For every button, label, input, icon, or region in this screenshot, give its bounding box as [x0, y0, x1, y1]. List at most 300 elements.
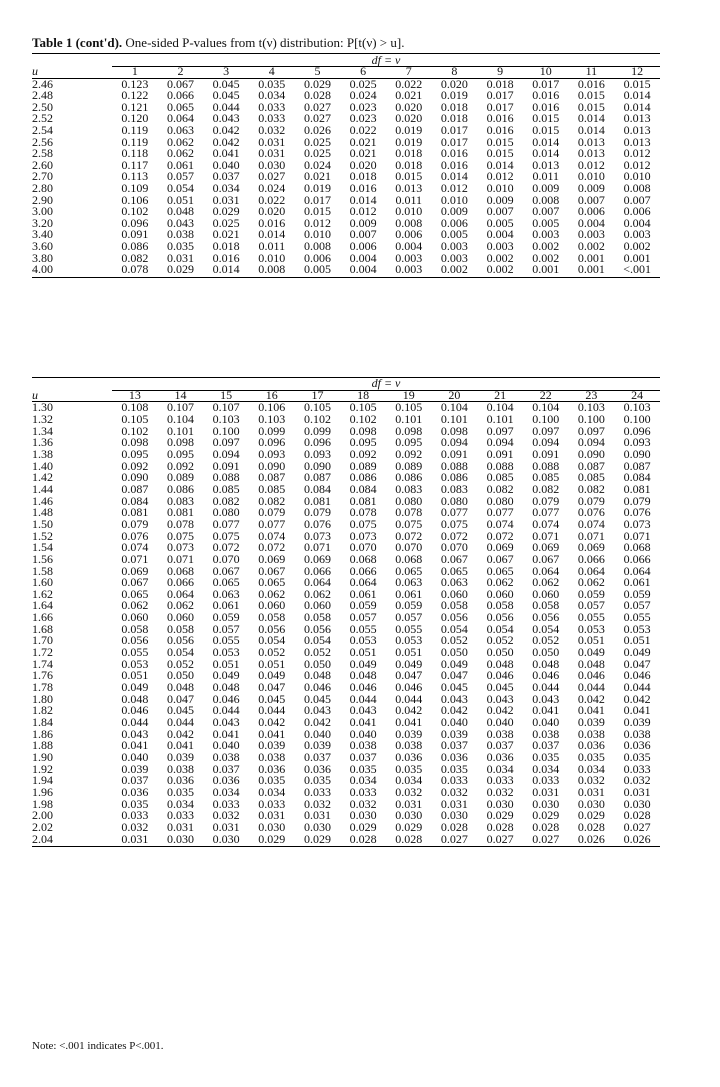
p-value-cell: 0.055 — [577, 610, 605, 625]
p-value-cell: 0.026 — [303, 122, 331, 137]
p-value-cell: 0.096 — [303, 435, 331, 450]
p-value-cell: 0.032 — [349, 796, 377, 811]
p-value-cell: 0.039 — [623, 715, 651, 730]
p-value-cell: 0.030 — [166, 831, 194, 846]
p-value-cell: 0.060 — [440, 586, 468, 601]
u-value: 1.62 — [32, 586, 53, 601]
p-value-cell: 0.118 — [121, 146, 149, 161]
caption-label: Table 1 (cont'd). — [32, 35, 123, 50]
p-value-cell: 0.081 — [303, 493, 331, 508]
p-value-cell: 0.032 — [121, 819, 149, 834]
p-value-cell: 0.104 — [532, 400, 560, 415]
p-value-cell: 0.057 — [349, 610, 377, 625]
p-value-cell: 0.058 — [440, 598, 468, 613]
column-header: 6 — [340, 66, 386, 78]
p-value-cell: 0.027 — [303, 111, 331, 126]
p-value-cell: 0.018 — [212, 238, 240, 253]
p-value-cell: 0.056 — [166, 633, 194, 648]
p-value-cell: 0.004 — [577, 215, 605, 230]
p-value-cell: 0.048 — [212, 680, 240, 695]
p-value-cell: 0.043 — [166, 215, 194, 230]
p-value-cell: 0.058 — [532, 598, 560, 613]
p-value-cell: 0.086 — [166, 481, 194, 496]
p-value-cell: 0.078 — [349, 505, 377, 520]
p-value-cell: 0.043 — [212, 111, 240, 126]
p-value-cell: 0.107 — [166, 400, 194, 415]
p-value-cell: 0.045 — [212, 88, 240, 103]
u-value: 1.90 — [32, 750, 53, 764]
p-value-cell: 0.030 — [440, 808, 468, 823]
u-value: 1.92 — [32, 761, 53, 776]
p-value-cell: 0.090 — [577, 446, 605, 461]
u-value: 4.00 — [32, 262, 53, 277]
p-value-cell: 0.019 — [440, 88, 468, 103]
p-value-cell: 0.008 — [395, 215, 423, 230]
u-value: 1.72 — [32, 645, 53, 660]
p-value-cell: 0.053 — [395, 633, 423, 648]
p-value-cell: 0.094 — [577, 435, 605, 450]
u-value: 1.44 — [32, 481, 53, 496]
p-value-cell: 0.003 — [577, 227, 605, 242]
p-value-cell: 0.058 — [303, 610, 331, 625]
p-value-cell: 0.070 — [395, 540, 423, 555]
p-value-cell: 0.060 — [121, 610, 149, 625]
p-value-cell: 0.054 — [166, 645, 194, 660]
p-value-cell: 0.059 — [349, 598, 377, 613]
p-value-cell: 0.064 — [532, 563, 560, 578]
u-value: 2.46 — [32, 76, 53, 91]
p-value-cell: 0.028 — [532, 819, 560, 834]
p-value-cell: 0.010 — [486, 180, 514, 195]
u-value: 1.56 — [32, 551, 53, 566]
p-value-cell: 0.086 — [440, 470, 468, 485]
p-value-cell: 0.087 — [303, 470, 331, 485]
p-value-cell: 0.018 — [486, 76, 514, 91]
pvalue-table-2 — [32, 378, 660, 845]
p-value-cell: 0.060 — [303, 598, 331, 613]
p-value-cell: 0.019 — [395, 122, 423, 137]
p-value-cell: 0.031 — [395, 796, 423, 811]
p-value-cell: 0.057 — [623, 598, 651, 613]
u-value: 1.98 — [32, 796, 53, 811]
u-value: 3.00 — [32, 204, 53, 219]
p-value-cell: 0.107 — [212, 400, 240, 415]
p-value-cell: 0.030 — [395, 808, 423, 823]
p-value-cell: 0.072 — [440, 528, 468, 543]
p-value-cell: 0.079 — [258, 505, 286, 520]
p-value-cell: 0.059 — [212, 610, 240, 625]
p-value-cell: 0.042 — [440, 703, 468, 718]
p-value-cell: 0.050 — [532, 645, 560, 660]
p-value-cell: 0.016 — [258, 215, 286, 230]
p-value-cell: 0.104 — [486, 400, 514, 415]
u-value: 2.00 — [32, 808, 53, 823]
p-value-cell: 0.095 — [166, 446, 194, 461]
p-value-cell: 0.041 — [532, 703, 560, 718]
p-value-cell: 0.009 — [486, 192, 514, 207]
p-value-cell: 0.091 — [532, 446, 560, 461]
p-value-cell: 0.074 — [532, 516, 560, 531]
p-value-cell: 0.003 — [440, 250, 468, 265]
p-value-cell: 0.103 — [623, 400, 651, 415]
p-value-cell: 0.047 — [623, 656, 651, 671]
p-value-cell: 0.045 — [303, 691, 331, 706]
p-value-cell: 0.002 — [486, 250, 514, 265]
p-value-cell: 0.055 — [212, 633, 240, 648]
p-value-cell: 0.017 — [486, 88, 514, 103]
p-value-cell: 0.048 — [121, 691, 149, 706]
p-value-cell: 0.097 — [532, 423, 560, 438]
p-value-cell: 0.065 — [166, 99, 194, 114]
u-value: 1.58 — [32, 563, 53, 578]
p-value-cell: 0.045 — [486, 680, 514, 695]
p-value-cell: 0.040 — [532, 715, 560, 730]
p-value-cell: 0.003 — [623, 227, 651, 242]
p-value-cell: 0.032 — [623, 773, 651, 788]
p-value-cell: 0.106 — [121, 192, 149, 207]
p-value-cell: 0.087 — [623, 458, 651, 473]
p-value-cell: 0.034 — [166, 796, 194, 811]
p-value-cell: 0.033 — [258, 99, 286, 114]
p-value-cell: 0.018 — [395, 146, 423, 161]
p-value-cell: 0.039 — [303, 738, 331, 753]
p-value-cell: 0.036 — [577, 738, 605, 753]
p-value-cell: 0.013 — [577, 146, 605, 161]
p-value-cell: 0.085 — [258, 481, 286, 496]
column-header: 10 — [523, 66, 569, 78]
p-value-cell: 0.083 — [395, 481, 423, 496]
p-value-cell: 0.028 — [623, 808, 651, 823]
p-value-cell: 0.056 — [258, 621, 286, 636]
p-value-cell: 0.044 — [532, 680, 560, 695]
p-value-cell: 0.025 — [349, 76, 377, 91]
p-value-cell: 0.012 — [303, 215, 331, 230]
p-value-cell: 0.086 — [349, 470, 377, 485]
p-value-cell: 0.031 — [577, 784, 605, 799]
p-value-cell: 0.085 — [486, 470, 514, 485]
p-value-cell: 0.010 — [440, 192, 468, 207]
p-value-cell: 0.051 — [212, 656, 240, 671]
p-value-cell: 0.001 — [577, 250, 605, 265]
p-value-cell: 0.051 — [166, 192, 194, 207]
p-value-cell: 0.092 — [349, 446, 377, 461]
p-value-cell: 0.045 — [258, 691, 286, 706]
p-value-cell: 0.089 — [349, 458, 377, 473]
p-value-cell: 0.091 — [212, 458, 240, 473]
p-value-cell: 0.064 — [349, 575, 377, 590]
p-value-cell: 0.088 — [532, 458, 560, 473]
p-value-cell: 0.059 — [395, 598, 423, 613]
u-value: 2.80 — [32, 180, 53, 195]
p-value-cell: 0.064 — [166, 586, 194, 601]
p-value-cell: 0.121 — [121, 99, 149, 114]
p-value-cell: 0.071 — [166, 551, 194, 566]
u-value: 1.82 — [32, 703, 53, 718]
p-value-cell: 0.100 — [212, 423, 240, 438]
p-value-cell: 0.053 — [349, 633, 377, 648]
p-value-cell: 0.018 — [440, 99, 468, 114]
p-value-cell: 0.031 — [623, 784, 651, 799]
p-value-cell: 0.096 — [121, 215, 149, 230]
p-value-cell: 0.051 — [349, 645, 377, 660]
p-value-cell: 0.074 — [577, 516, 605, 531]
p-value-cell: 0.013 — [577, 134, 605, 149]
p-value-cell: 0.012 — [349, 204, 377, 219]
p-value-cell: 0.102 — [349, 411, 377, 426]
p-value-cell: 0.002 — [623, 238, 651, 253]
p-value-cell: 0.046 — [395, 680, 423, 695]
p-value-cell: 0.057 — [212, 621, 240, 636]
p-value-cell: 0.071 — [303, 540, 331, 555]
p-value-cell: 0.034 — [212, 784, 240, 799]
p-value-cell: 0.061 — [395, 586, 423, 601]
p-value-cell: 0.031 — [258, 808, 286, 823]
p-value-cell: 0.063 — [212, 586, 240, 601]
p-value-cell: <.001 — [623, 262, 651, 277]
p-value-cell: 0.062 — [577, 575, 605, 590]
p-value-cell: 0.061 — [212, 598, 240, 613]
p-value-cell: 0.081 — [121, 505, 149, 520]
p-value-cell: 0.024 — [303, 157, 331, 172]
p-value-cell: 0.039 — [121, 761, 149, 776]
p-value-cell: 0.054 — [258, 633, 286, 648]
p-value-cell: 0.078 — [395, 505, 423, 520]
p-value-cell: 0.079 — [121, 516, 149, 531]
p-value-cell: 0.100 — [532, 411, 560, 426]
p-value-cell: 0.090 — [623, 446, 651, 461]
p-value-cell: 0.099 — [303, 423, 331, 438]
p-value-cell: 0.048 — [532, 656, 560, 671]
p-value-cell: 0.084 — [303, 481, 331, 496]
p-value-cell: 0.101 — [395, 411, 423, 426]
p-value-cell: 0.016 — [212, 250, 240, 265]
p-value-cell: 0.067 — [258, 563, 286, 578]
p-value-cell: 0.007 — [349, 227, 377, 242]
p-value-cell: 0.016 — [440, 157, 468, 172]
p-value-cell: 0.032 — [577, 773, 605, 788]
p-value-cell: 0.081 — [166, 505, 194, 520]
u-value: 1.54 — [32, 540, 53, 555]
p-value-cell: 0.073 — [623, 516, 651, 531]
column-header: 11 — [569, 66, 615, 78]
p-value-cell: 0.030 — [532, 796, 560, 811]
p-value-cell: 0.017 — [440, 134, 468, 149]
u-header-2: u — [32, 390, 112, 402]
p-value-cell: 0.074 — [486, 516, 514, 531]
u-value: 1.42 — [32, 470, 53, 485]
p-value-cell: 0.043 — [486, 691, 514, 706]
column-header: 20 — [432, 390, 478, 402]
p-value-cell: 0.015 — [486, 134, 514, 149]
p-value-cell: 0.033 — [121, 808, 149, 823]
p-value-cell: 0.017 — [440, 122, 468, 137]
p-value-cell: 0.038 — [395, 738, 423, 753]
p-value-cell: 0.113 — [121, 169, 149, 184]
p-value-cell: 0.059 — [577, 586, 605, 601]
p-value-cell: 0.028 — [395, 831, 423, 846]
column-header: 8 — [432, 66, 478, 78]
u-value: 2.90 — [32, 192, 53, 207]
p-value-cell: 0.062 — [258, 586, 286, 601]
u-value: 2.56 — [32, 134, 53, 149]
p-value-cell: 0.002 — [486, 262, 514, 277]
p-value-cell: 0.098 — [121, 435, 149, 450]
p-value-cell: 0.013 — [623, 111, 651, 126]
u-value: 3.80 — [32, 250, 53, 265]
p-value-cell: 0.044 — [212, 703, 240, 718]
p-value-cell: 0.061 — [349, 586, 377, 601]
p-value-cell: 0.067 — [440, 551, 468, 566]
p-value-cell: 0.001 — [532, 262, 560, 277]
p-value-cell: 0.038 — [577, 726, 605, 741]
p-value-cell: 0.012 — [440, 180, 468, 195]
p-value-cell: 0.070 — [440, 540, 468, 555]
p-value-cell: 0.029 — [532, 808, 560, 823]
p-value-cell: 0.047 — [258, 680, 286, 695]
column-header: 17 — [295, 390, 341, 402]
p-value-cell: 0.014 — [212, 262, 240, 277]
u-value: 2.02 — [32, 819, 53, 834]
p-value-cell: 0.007 — [623, 192, 651, 207]
p-value-cell: 0.029 — [395, 819, 423, 834]
p-value-cell: 0.033 — [166, 808, 194, 823]
p-value-cell: 0.002 — [440, 262, 468, 277]
p-value-cell: 0.068 — [349, 551, 377, 566]
p-value-cell: 0.036 — [486, 750, 514, 764]
p-value-cell: 0.049 — [395, 656, 423, 671]
p-value-cell: 0.009 — [577, 180, 605, 195]
p-value-cell: 0.003 — [532, 227, 560, 242]
p-value-cell: 0.016 — [532, 88, 560, 103]
p-value-cell: 0.044 — [258, 703, 286, 718]
p-value-cell: 0.041 — [166, 738, 194, 753]
p-value-cell: 0.065 — [486, 563, 514, 578]
caption-text: One-sided P-values from t(ν) distribution: P[t(ν) > u]. — [125, 35, 405, 50]
p-value-cell: 0.033 — [349, 784, 377, 799]
p-value-cell: 0.082 — [532, 481, 560, 496]
p-value-cell: 0.035 — [577, 750, 605, 764]
u-value: 1.66 — [32, 610, 53, 625]
column-header: 19 — [386, 390, 432, 402]
p-value-cell: 0.048 — [577, 656, 605, 671]
p-value-cell: 0.035 — [258, 76, 286, 91]
p-value-cell: 0.006 — [577, 204, 605, 219]
p-value-cell: 0.049 — [577, 645, 605, 660]
p-value-cell: 0.035 — [303, 773, 331, 788]
p-value-cell: 0.098 — [440, 423, 468, 438]
u-value: 3.60 — [32, 238, 53, 253]
p-value-cell: 0.014 — [577, 111, 605, 126]
p-value-cell: 0.093 — [303, 446, 331, 461]
p-value-cell: 0.031 — [212, 192, 240, 207]
column-header: 18 — [340, 390, 386, 402]
u-value: 1.94 — [32, 773, 53, 788]
p-value-cell: 0.054 — [440, 621, 468, 636]
p-value-cell: 0.082 — [212, 493, 240, 508]
p-value-cell: 0.010 — [577, 169, 605, 184]
p-value-cell: 0.051 — [623, 633, 651, 648]
u-value: 1.46 — [32, 493, 53, 508]
column-header: 4 — [249, 66, 295, 78]
p-value-cell: 0.002 — [532, 250, 560, 265]
p-value-cell: 0.044 — [121, 715, 149, 730]
p-value-cell: 0.040 — [212, 738, 240, 753]
p-value-cell: 0.103 — [577, 400, 605, 415]
u-value: 1.68 — [32, 621, 53, 636]
p-value-cell: 0.034 — [577, 761, 605, 776]
p-value-cell: 0.048 — [166, 204, 194, 219]
p-value-cell: 0.047 — [440, 668, 468, 683]
p-value-cell: 0.096 — [623, 423, 651, 438]
p-value-cell: 0.062 — [121, 598, 149, 613]
p-value-cell: 0.017 — [486, 99, 514, 114]
p-value-cell: 0.046 — [577, 668, 605, 683]
p-value-cell: 0.039 — [440, 726, 468, 741]
p-value-cell: 0.067 — [166, 76, 194, 91]
p-value-cell: 0.050 — [303, 656, 331, 671]
p-value-cell: 0.081 — [623, 481, 651, 496]
p-value-cell: 0.010 — [258, 250, 286, 265]
p-value-cell: 0.082 — [577, 481, 605, 496]
u-value: 3.20 — [32, 215, 53, 230]
p-value-cell: 0.042 — [212, 122, 240, 137]
p-value-cell: 0.037 — [212, 761, 240, 776]
p-value-cell: 0.011 — [532, 169, 560, 184]
p-value-cell: 0.026 — [623, 831, 651, 846]
p-value-cell: 0.084 — [349, 481, 377, 496]
p-value-cell: 0.082 — [121, 250, 149, 265]
p-value-cell: 0.079 — [577, 493, 605, 508]
p-value-cell: 0.105 — [303, 400, 331, 415]
p-value-cell: 0.073 — [166, 540, 194, 555]
p-value-cell: 0.083 — [166, 493, 194, 508]
p-value-cell: 0.013 — [395, 180, 423, 195]
p-value-cell: 0.014 — [532, 146, 560, 161]
p-value-cell: 0.098 — [395, 423, 423, 438]
p-value-cell: 0.039 — [577, 715, 605, 730]
p-value-cell: 0.040 — [121, 750, 149, 764]
p-value-cell: 0.005 — [532, 215, 560, 230]
p-value-cell: 0.030 — [349, 808, 377, 823]
p-value-cell: 0.045 — [212, 76, 240, 91]
table-row — [32, 264, 660, 276]
p-value-cell: 0.048 — [166, 680, 194, 695]
p-value-cell: 0.065 — [440, 563, 468, 578]
p-value-cell: 0.038 — [258, 750, 286, 764]
p-value-cell: 0.037 — [486, 738, 514, 753]
p-value-cell: 0.033 — [440, 773, 468, 788]
p-value-cell: 0.046 — [486, 668, 514, 683]
u-value: 1.78 — [32, 680, 53, 695]
p-value-cell: 0.028 — [349, 831, 377, 846]
p-value-cell: 0.038 — [166, 227, 194, 242]
p-value-cell: 0.122 — [121, 88, 149, 103]
p-value-cell: 0.088 — [486, 458, 514, 473]
column-header: 1 — [112, 66, 158, 78]
u-value: 1.80 — [32, 691, 53, 706]
p-value-cell: 0.053 — [212, 645, 240, 660]
p-value-cell: 0.075 — [395, 516, 423, 531]
p-value-cell: 0.015 — [577, 88, 605, 103]
u-value: 1.64 — [32, 598, 53, 613]
column-header: 7 — [386, 66, 432, 78]
p-value-cell: 0.069 — [303, 551, 331, 566]
p-value-cell: 0.062 — [532, 575, 560, 590]
p-value-cell: 0.062 — [166, 134, 194, 149]
p-value-cell: 0.082 — [258, 493, 286, 508]
p-value-cell: 0.076 — [303, 516, 331, 531]
p-value-cell: 0.037 — [121, 773, 149, 788]
